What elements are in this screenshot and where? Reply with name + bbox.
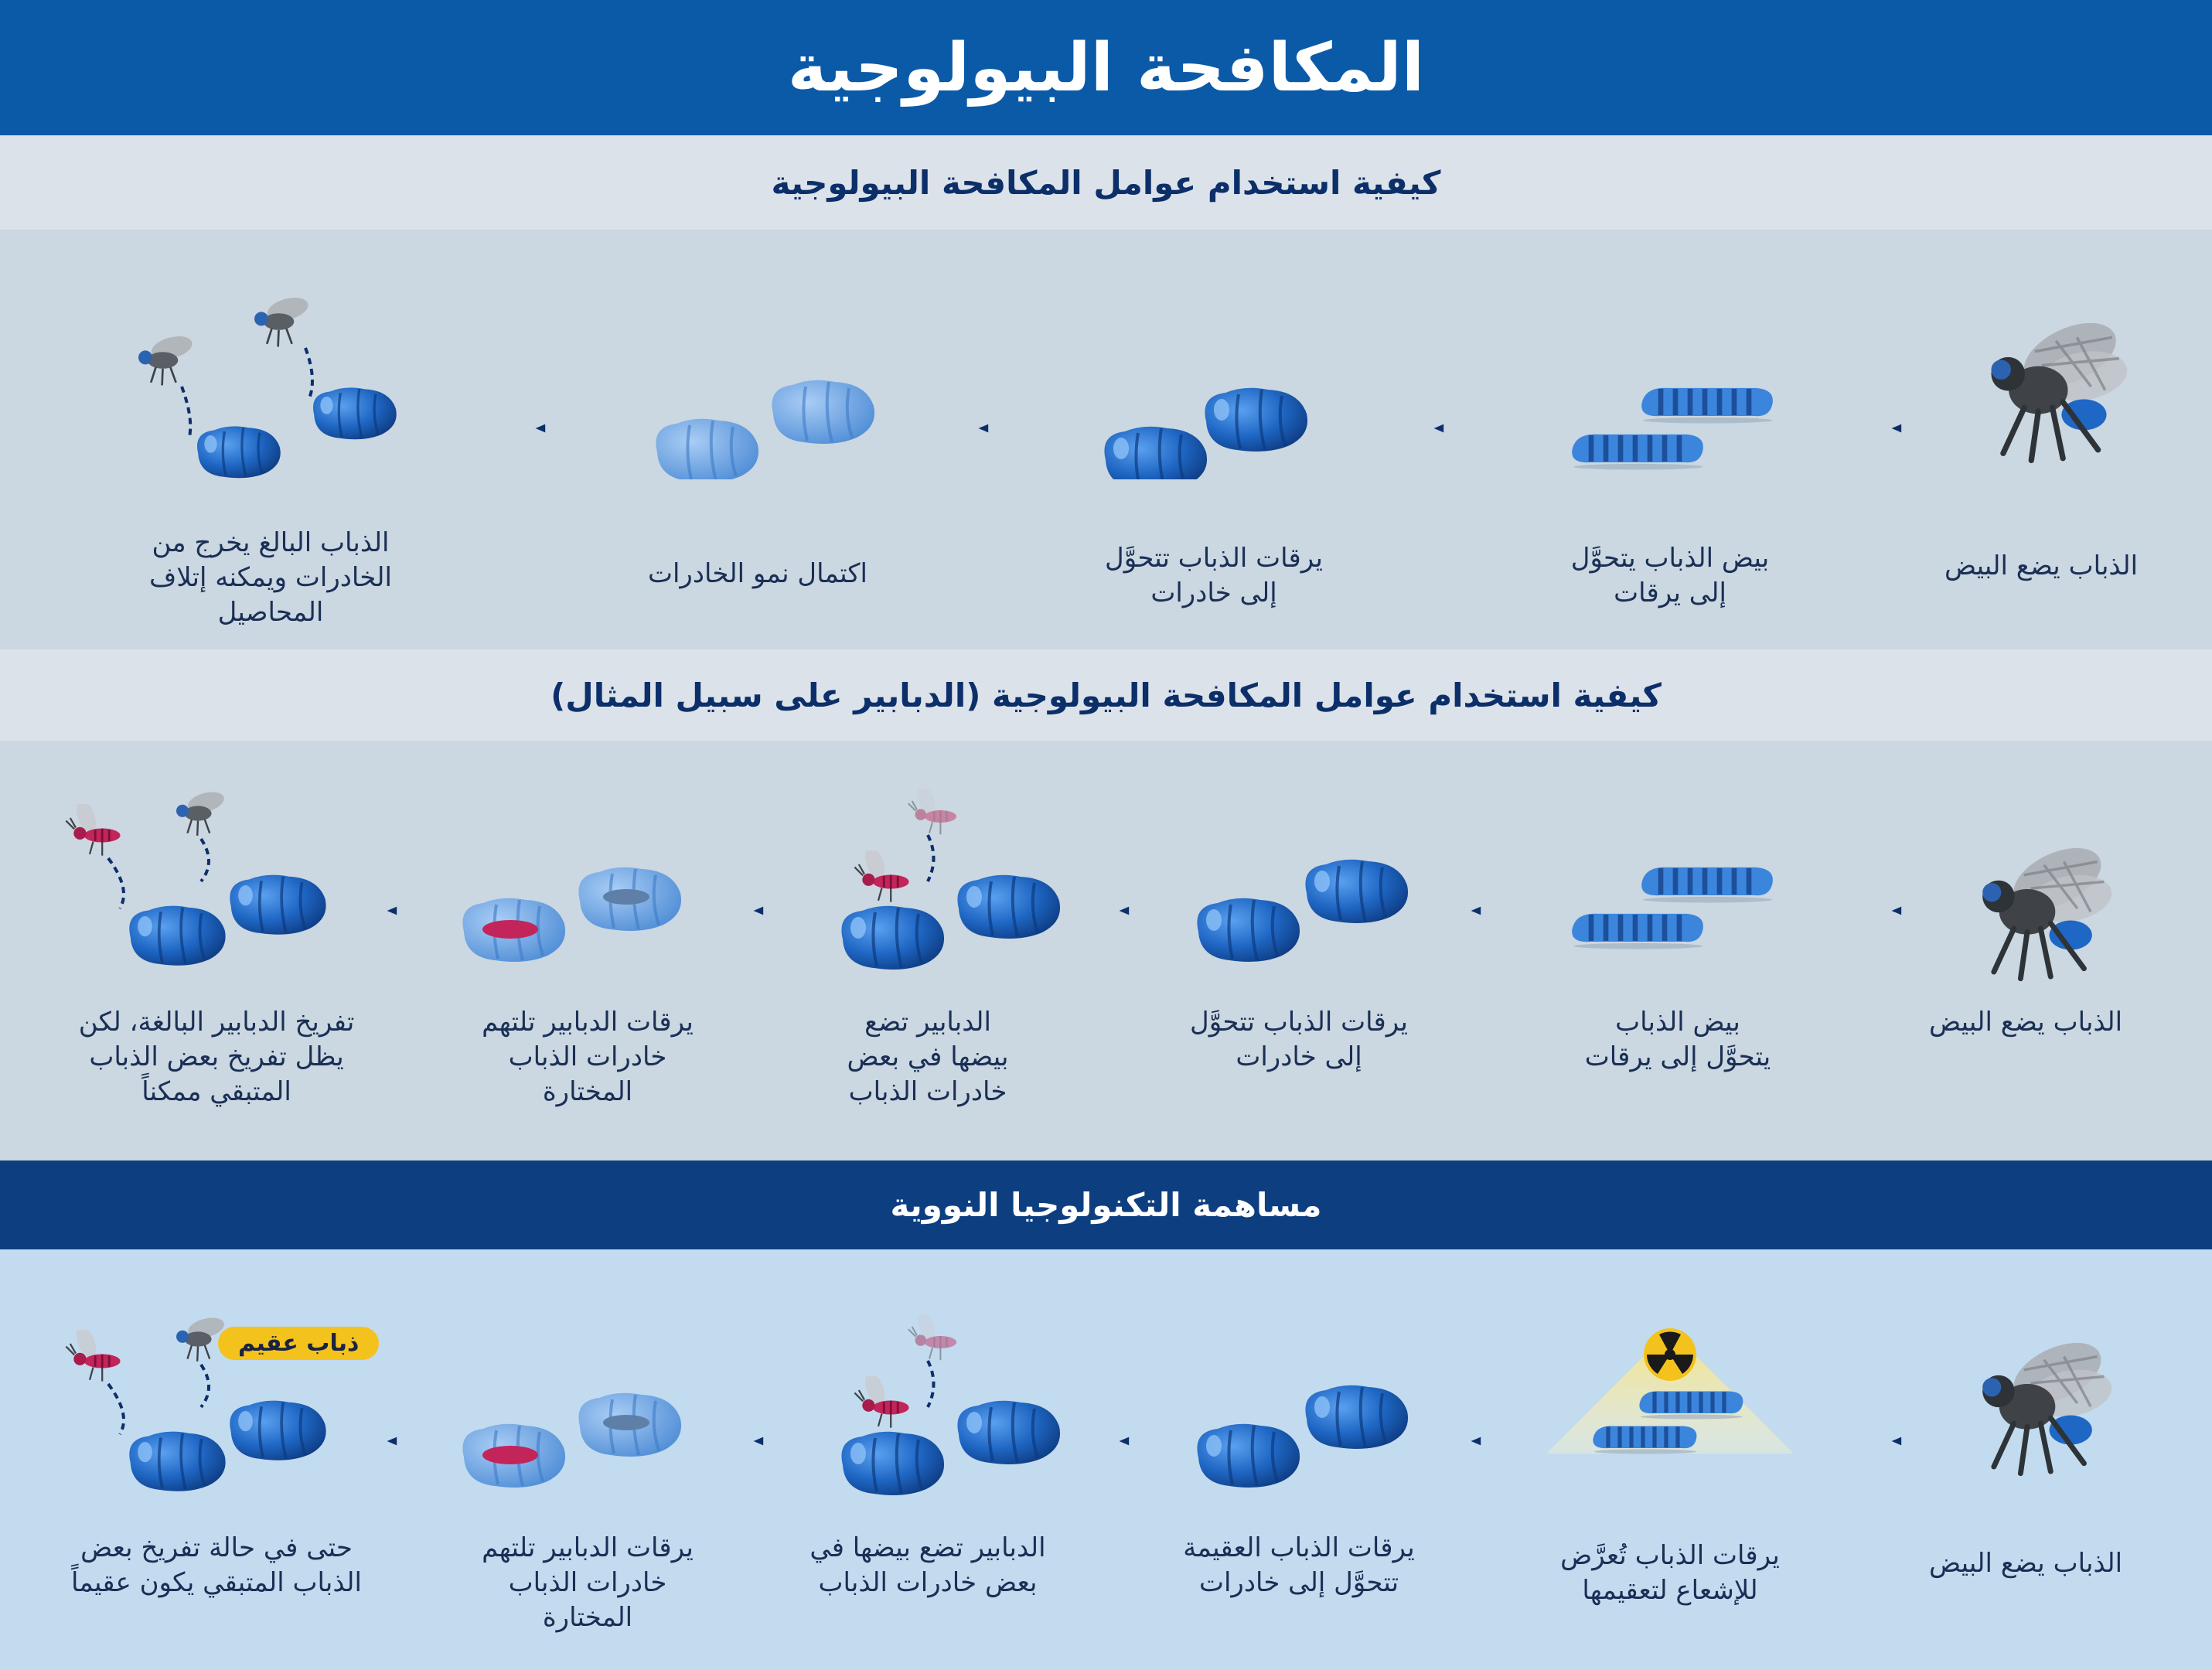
s3-stage-wasp-larvae-eat bbox=[433, 1283, 742, 1639]
s3-stage-fly-lays-eggs bbox=[1871, 1283, 2180, 1639]
s1-caption-4: اكتمال نمو الخادرات bbox=[647, 558, 868, 589]
arrow-left-icon bbox=[1461, 1427, 1489, 1455]
s2-caption-1: الذباب يضع البيض bbox=[1928, 1007, 2123, 1038]
wasp-parasitizing-icon bbox=[773, 773, 1082, 990]
s3-stage-wasps-lay-eggs bbox=[773, 1283, 1082, 1639]
wasp-larvae-in-pupae-icon bbox=[433, 1283, 742, 1500]
s2-caption-6: تفريخ الدبابير البالغة، لكن يظل تفريخ بعض الذباب المتبقي ممكناً bbox=[78, 1007, 355, 1107]
arrow-left-icon bbox=[1882, 1427, 1910, 1455]
s1-caption-3: يرقات الذباب تتحوَّل إلى خادرات bbox=[1105, 543, 1323, 608]
section3-heading bbox=[0, 1160, 2212, 1249]
arrow-left-icon bbox=[1109, 897, 1137, 925]
section2-heading bbox=[0, 649, 2212, 741]
arrow-left-icon bbox=[744, 897, 772, 925]
big-fly-icon bbox=[1887, 263, 2196, 479]
s3-caption-1: الذباب يضع البيض bbox=[1928, 1548, 2123, 1579]
arrow-left-icon bbox=[744, 1427, 772, 1455]
main-title bbox=[0, 0, 2212, 135]
s1-caption-5: الذباب البالغ يخرج من الخادرات ويمكنه إتلاف المحاصيل bbox=[149, 527, 392, 628]
big-fly-icon bbox=[1871, 1283, 2180, 1500]
s2-stage-larvae-to-pupae bbox=[1144, 773, 1454, 1129]
s1-stage-eggs-to-larvae bbox=[1515, 263, 1825, 619]
s1-stage-larvae-to-pupae bbox=[1059, 263, 1368, 619]
arrow-left-icon bbox=[377, 897, 405, 925]
section3-heading-text: مساهمة التكنولوجيا النووية bbox=[890, 1186, 1322, 1224]
s3-caption-4: الدبابير تضع بيضها في بعض خادرات الذباب bbox=[809, 1532, 1046, 1598]
arrow-left-icon bbox=[1461, 897, 1489, 925]
arrow-left-icon bbox=[1424, 414, 1452, 442]
section2-heading-text: كيفية استخدام عوامل المكافحة البيولوجية (الدبابير على سبيل المثال) bbox=[550, 676, 1662, 714]
s2-stage-fly-lays-eggs bbox=[1871, 773, 2180, 1129]
s2-caption-5: يرقات الدبابير تلتهم خادرات الذباب المختارة bbox=[482, 1007, 694, 1107]
s1-caption-2: بيض الذباب يتحوَّل إلى يرقات bbox=[1570, 543, 1770, 608]
mature-pupae-icon bbox=[603, 263, 912, 479]
s1-stage-adults-emerge bbox=[116, 263, 425, 628]
s3-caption-3: يرقات الذباب العقيمة تتحوَّل إلى خادرات bbox=[1183, 1532, 1415, 1598]
s1-caption-1: الذباب يضع البيض bbox=[1944, 550, 2139, 581]
pupae-icon bbox=[1144, 1283, 1454, 1500]
s3-caption-5: يرقات الدبابير تلتهم خادرات الذباب المختارة bbox=[482, 1532, 694, 1633]
s2-caption-2: بيض الذباب يتحوَّل إلى يرقات bbox=[1584, 1007, 1771, 1072]
irradiation-icon bbox=[1515, 1283, 1825, 1500]
wasps-and-sterile-flies-icon bbox=[62, 1283, 371, 1500]
s3-stage-larvae-irradiated bbox=[1515, 1283, 1825, 1639]
arrow-left-icon bbox=[1109, 1427, 1137, 1455]
arrow-left-icon bbox=[1882, 414, 1910, 442]
arrow-left-icon bbox=[1882, 897, 1910, 925]
s2-stage-wasps-lay-eggs bbox=[773, 773, 1082, 1129]
arrow-left-icon bbox=[969, 414, 997, 442]
pupae-icon bbox=[1059, 263, 1368, 479]
section1-heading-text: كيفية استخدام عوامل المكافحة البيولوجية bbox=[771, 163, 1441, 202]
wasps-and-flies-emerging-icon bbox=[62, 773, 371, 990]
s2-caption-3: يرقات الذباب تتحوَّل إلى خادرات bbox=[1190, 1007, 1408, 1072]
emerging-flies-icon bbox=[116, 263, 425, 479]
larvae-icon bbox=[1523, 773, 1832, 990]
section1-heading bbox=[0, 135, 2212, 230]
s3-stage-sterile-larvae-to-pupae bbox=[1144, 1283, 1454, 1639]
s3-caption-6: حتى في حالة تفريخ بعض الذباب المتبقي يكون عقيماً bbox=[71, 1532, 362, 1598]
arrow-left-icon bbox=[526, 414, 554, 442]
s2-stage-wasp-larvae-eat bbox=[433, 773, 742, 1129]
wasp-parasitizing-icon bbox=[773, 1283, 1082, 1500]
sterile-fly-badge: ذباب عقيم bbox=[218, 1327, 379, 1360]
s1-stage-pupae-mature bbox=[603, 263, 912, 619]
s1-stage-fly-lays-eggs bbox=[1887, 263, 2196, 619]
big-fly-icon bbox=[1871, 773, 2180, 990]
larvae-icon bbox=[1515, 263, 1825, 479]
main-title-text: المكافحة البيولوجية bbox=[787, 29, 1425, 107]
s2-stage-adult-wasps-hatch bbox=[62, 773, 371, 1129]
s2-caption-4: الدبابير تضع بيضها في بعض خادرات الذباب bbox=[847, 1007, 1009, 1107]
s3-caption-2: يرقات الذباب تُعرَّض للإشعاع لتعقيمها bbox=[1560, 1540, 1780, 1606]
wasp-larvae-in-pupae-icon bbox=[433, 773, 742, 990]
arrow-left-icon bbox=[377, 1427, 405, 1455]
s2-stage-eggs-to-larvae bbox=[1523, 773, 1832, 1129]
pupae-icon bbox=[1144, 773, 1454, 990]
